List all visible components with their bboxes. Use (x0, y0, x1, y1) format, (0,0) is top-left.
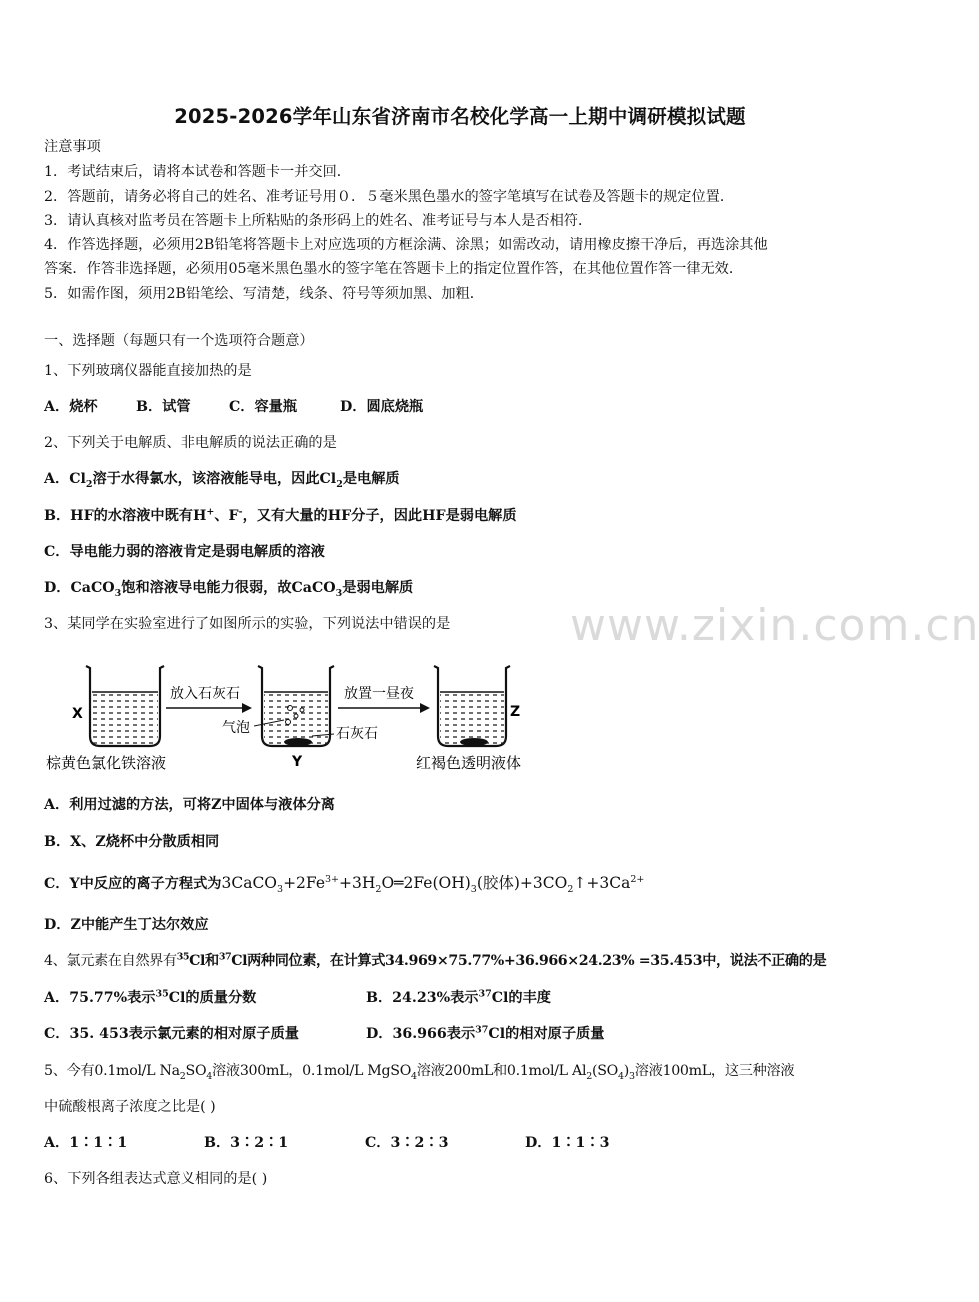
q2-option-b: B．HF的水溶液中既有H+、F-，又有大量的HF分子，因此HF是弱电解质 (44, 506, 517, 524)
watermark: www.zixin.com.cn (570, 600, 979, 651)
q1-option-a: A．烧杯 (44, 399, 98, 415)
q3-option-a: A．利用过滤的方法，可将Z中固体与液体分离 (44, 797, 335, 813)
q1-option-b: B．试管 (136, 399, 191, 415)
q5-stem-continued: 中硫酸根离子浓度之比是( ) (44, 1099, 216, 1115)
q5-option-c: C．3∶2∶3 (365, 1135, 449, 1151)
q2-option-d: D．CaCO$_3$饱和溶液导电能力很弱，故CaCO$_3$是弱电解质 (44, 580, 414, 599)
arrow1-label: 放入石灰石 (170, 686, 240, 702)
q2-option-a: A．$Cl_2$溶于水得氯水，该溶液能导电，因此$Cl_2$是电解质 (44, 471, 400, 490)
page-title: 2025-2026学年山东省济南市名校化学高一上期中调研模拟试题 (174, 105, 746, 128)
q3-option-d: D．Z中能产生丁达尔效应 (44, 917, 209, 933)
notice-item: 3．请认真核对监考员在答题卡上所粘贴的条形码上的姓名、准考证号与本人是否相符． (44, 213, 593, 229)
q1-option-c: C．容量瓶 (229, 399, 298, 415)
left-caption: 棕黄色氯化铁溶液 (46, 754, 167, 772)
q4-stem: 4、氯元素在自然界有$^{35}$Cl和$^{37}$Cl两种同位素，在计算式34.969×75.77%+36.966×24.23% =35.453中，说法不正确的是 (44, 951, 827, 969)
q3-experiment-figure (44, 656, 564, 774)
q5-option-a: A．1∶1∶1 (44, 1135, 128, 1151)
q4-option-d: D．36.966表示$^{37}$Cl的相对原子质量 (366, 1024, 605, 1042)
right-caption: 红褐色透明液体 (416, 754, 522, 772)
q3-stem: 3、某同学在实验室进行了如图所示的实验，下列说法中错误的是 (44, 616, 451, 632)
q2-stem: 2、下列关于电解质、非电解质的说法正确的是 (44, 435, 337, 451)
arrow2-label: 放置一昼夜 (344, 686, 414, 702)
label-x: X (72, 706, 83, 722)
notice-item: 1．考试结束后，请将本试卷和答题卡一并交回． (44, 164, 351, 180)
q1-option-d: D．圆底烧瓶 (340, 399, 424, 415)
notice-item: 4．作答选择题，必须用2B铅笔将答题卡上对应选项的方框涂满、涂黑；如需改动，请用橡皮擦干净后，再选涂其他 (44, 237, 768, 253)
q5-stem: 5、今有0.1mol/L $Na_2SO_4$溶液300mL，0.1mol/L MgSO$_4$溶液200mL和0.1mol/L $Al_2(SO_4)_3$溶液100mL，这三种溶液 (44, 1063, 795, 1082)
q2-option-c: C．导电能力弱的溶液肯定是弱电解质的溶液 (44, 544, 325, 560)
notice-item: 2．答题前，请务必将自己的姓名、准考证号用０．５毫米黑色墨水的签字笔填写在试卷及答题卡的规定位置． (44, 189, 735, 205)
q6-stem: 6、下列各组表达式意义相同的是( ) (44, 1171, 268, 1187)
label-y: Y (292, 754, 303, 770)
label-z: Z (510, 704, 521, 720)
q1-stem: 1、下列玻璃仪器能直接加热的是 (44, 363, 252, 379)
notice-item: 5．如需作图，须用2B铅笔绘、写清楚，线条、符号等须加黑、加粗． (44, 286, 484, 302)
beaker-z (434, 666, 510, 746)
stone-label: 石灰石 (336, 726, 378, 742)
q3-option-b: B．X、Z烧杯中分散质相同 (44, 834, 220, 850)
beaker-x (86, 666, 164, 746)
q5-option-d: D．1∶1∶3 (525, 1135, 610, 1151)
q3-option-c: C．Y中反应的离子方程式为$3CaCO_3+2Fe^{3+}+3H_2O═2Fe(OH)_3$(胶体)$+3CO_2↑+3Ca^{2+}$ (44, 873, 645, 896)
bubble-label: 气泡 (222, 720, 250, 736)
q5-option-b: B．3∶2∶1 (204, 1135, 289, 1151)
beaker-y (258, 666, 334, 746)
q4-option-a: A．75.77%表示$^{35}$Cl的质量分数 (44, 988, 257, 1006)
q4-option-c: C．35. 453表示氯元素的相对原子质量 (44, 1026, 299, 1042)
q4-option-b: B．24.23%表示$^{37}$Cl的丰度 (366, 988, 551, 1006)
notice-item: 答案．作答非选择题，必须用05毫米黑色墨水的签字笔在答题卡上的指定位置作答，在其他位置作答一律无效． (44, 261, 744, 277)
notice-heading: 注意事项 (44, 139, 101, 155)
section-heading: 一、选择题（每题只有一个选项符合题意） (44, 333, 314, 349)
